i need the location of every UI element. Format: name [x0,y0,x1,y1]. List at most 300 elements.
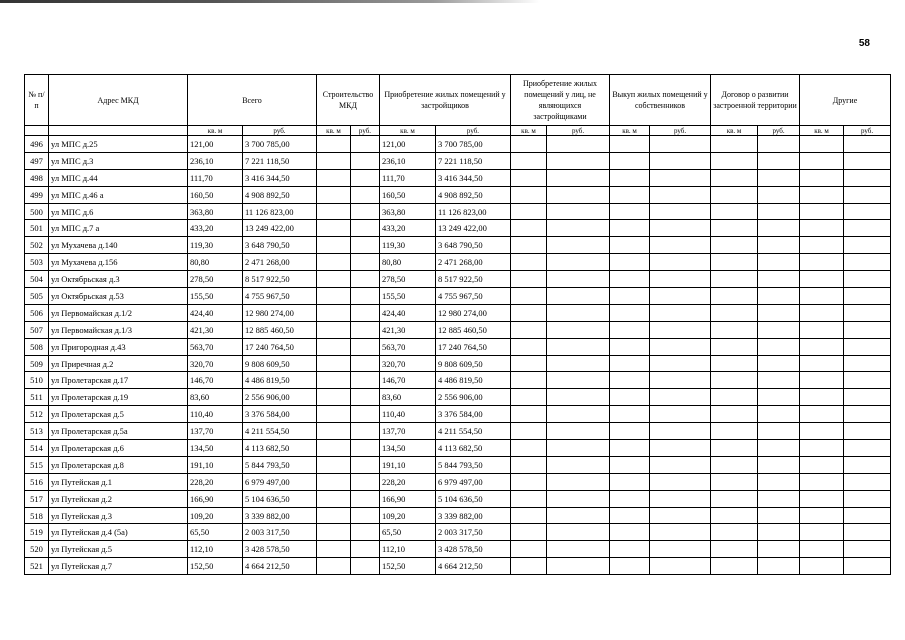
row-developers-sqm: 191,10 [380,456,436,473]
row-construction-sqm [317,338,351,355]
row-construction-sqm [317,372,351,389]
row-empty-cell [711,254,758,271]
row-construction-sqm [317,271,351,288]
row-construction-rub [351,389,380,406]
row-developers-rub: 4 113 682,50 [436,440,511,457]
row-empty-cell [650,490,711,507]
row-empty-cell [511,136,547,153]
row-empty-cell [650,473,711,490]
row-construction-rub [351,220,380,237]
row-empty-cell [844,355,891,372]
header-num: № п/п [25,75,49,126]
row-empty-cell [511,423,547,440]
row-empty-cell [547,456,610,473]
row-empty-cell [844,220,891,237]
row-empty-cell [711,490,758,507]
row-address: ул Путейская д.3 [49,507,188,524]
row-construction-sqm [317,220,351,237]
row-developers-rub: 4 486 819,50 [436,372,511,389]
row-address: ул Путейская д.4 (5а) [49,524,188,541]
row-construction-rub [351,558,380,575]
row-empty-cell [547,338,610,355]
table-row [25,169,891,186]
row-empty-cell [711,524,758,541]
row-developers-rub: 2 556 906,00 [436,389,511,406]
row-construction-rub [351,304,380,321]
row-construction-sqm [317,321,351,338]
row-total-rub: 8 517 922,50 [243,271,317,288]
row-number: 504 [25,271,49,288]
row-total-rub: 12 885 460,50 [243,321,317,338]
row-developers-rub: 12 980 274,00 [436,304,511,321]
table-row [25,136,891,153]
row-address: ул МПС д.6 [49,203,188,220]
row-empty-cell [650,406,711,423]
row-developers-rub: 4 908 892,50 [436,186,511,203]
row-empty-cell [800,254,844,271]
row-empty-cell [610,473,650,490]
row-empty-cell [800,288,844,305]
row-total-rub: 4 211 554,50 [243,423,317,440]
row-number: 503 [25,254,49,271]
row-developers-sqm: 110,40 [380,406,436,423]
row-empty-cell [844,152,891,169]
table-row [25,288,891,305]
header-development-contract: Договор о развитии застроенной территории [711,75,800,126]
row-developers-sqm: 111,70 [380,169,436,186]
row-empty-cell [547,220,610,237]
row-number: 513 [25,423,49,440]
row-empty-cell [511,456,547,473]
row-address: ул Пролетарская д.17 [49,372,188,389]
row-total-rub: 4 908 892,50 [243,186,317,203]
row-empty-cell [758,490,800,507]
row-empty-cell [511,304,547,321]
row-empty-cell [547,254,610,271]
row-developers-rub: 3 376 584,00 [436,406,511,423]
row-empty-cell [547,440,610,457]
row-developers-rub: 7 221 118,50 [436,152,511,169]
row-total-sqm: 563,70 [188,338,243,355]
row-empty-cell [650,304,711,321]
row-developers-sqm: 320,70 [380,355,436,372]
unit-sqm: кв. м [800,126,844,136]
row-empty-cell [610,490,650,507]
row-construction-sqm [317,541,351,558]
row-empty-cell [650,338,711,355]
row-number: 517 [25,490,49,507]
row-empty-cell [758,541,800,558]
row-number: 506 [25,304,49,321]
row-empty-cell [511,372,547,389]
row-empty-cell [711,288,758,305]
row-total-rub: 13 249 422,00 [243,220,317,237]
row-empty-cell [610,254,650,271]
row-empty-cell [711,456,758,473]
row-construction-sqm [317,237,351,254]
row-empty-cell [800,136,844,153]
row-total-sqm: 137,70 [188,423,243,440]
row-address: ул Первомайская д.1/3 [49,321,188,338]
row-empty-cell [758,186,800,203]
row-total-sqm: 363,80 [188,203,243,220]
row-developers-sqm: 155,50 [380,288,436,305]
row-total-rub: 2 003 317,50 [243,524,317,541]
row-empty-cell [547,473,610,490]
row-empty-cell [711,372,758,389]
row-developers-sqm: 363,80 [380,203,436,220]
row-empty-cell [800,271,844,288]
row-empty-cell [844,389,891,406]
row-number: 502 [25,237,49,254]
row-empty-cell [610,271,650,288]
row-empty-cell [511,389,547,406]
row-developers-rub: 3 700 785,00 [436,136,511,153]
row-address: ул МПС д.44 [49,169,188,186]
row-total-rub: 2 556 906,00 [243,389,317,406]
row-empty-cell [547,321,610,338]
row-empty-cell [650,186,711,203]
row-empty-cell [610,406,650,423]
table-row [25,271,891,288]
row-total-rub: 5 104 636,50 [243,490,317,507]
row-empty-cell [711,541,758,558]
row-number: 512 [25,406,49,423]
unit-cell-empty [25,126,49,136]
header-buyout-owners: Выкуп жилых помещений у собственников [610,75,711,126]
row-number: 497 [25,152,49,169]
row-empty-cell [711,220,758,237]
resettlement-table [24,74,891,575]
row-address: ул Путейская д.1 [49,473,188,490]
row-empty-cell [711,321,758,338]
row-empty-cell [711,558,758,575]
row-empty-cell [844,271,891,288]
row-empty-cell [511,490,547,507]
row-total-rub: 11 126 823,00 [243,203,317,220]
row-empty-cell [511,541,547,558]
row-total-sqm: 160,50 [188,186,243,203]
row-empty-cell [547,237,610,254]
row-empty-cell [844,186,891,203]
row-developers-sqm: 228,20 [380,473,436,490]
row-developers-rub: 4 664 212,50 [436,558,511,575]
row-empty-cell [650,456,711,473]
row-total-sqm: 109,20 [188,507,243,524]
row-empty-cell [711,473,758,490]
row-construction-rub [351,406,380,423]
row-construction-rub [351,321,380,338]
row-empty-cell [547,389,610,406]
row-empty-cell [711,389,758,406]
row-total-rub: 3 648 790,50 [243,237,317,254]
table-row [25,220,891,237]
row-developers-sqm: 134,50 [380,440,436,457]
row-developers-rub: 2 003 317,50 [436,524,511,541]
row-developers-rub: 2 471 268,00 [436,254,511,271]
row-empty-cell [610,288,650,305]
row-total-rub: 3 376 584,00 [243,406,317,423]
row-number: 500 [25,203,49,220]
row-empty-cell [547,524,610,541]
row-total-rub: 3 428 578,50 [243,541,317,558]
row-empty-cell [547,355,610,372]
row-empty-cell [547,541,610,558]
row-number: 521 [25,558,49,575]
row-empty-cell [758,271,800,288]
row-empty-cell [650,254,711,271]
row-empty-cell [511,473,547,490]
row-total-rub: 4 113 682,50 [243,440,317,457]
unit-sqm: кв. м [317,126,351,136]
row-total-sqm: 146,70 [188,372,243,389]
row-empty-cell [511,169,547,186]
row-construction-sqm [317,558,351,575]
row-empty-cell [800,237,844,254]
unit-rub: руб. [547,126,610,136]
row-empty-cell [511,338,547,355]
row-total-sqm: 166,90 [188,490,243,507]
row-number: 510 [25,372,49,389]
row-number: 516 [25,473,49,490]
row-construction-rub [351,254,380,271]
row-empty-cell [511,203,547,220]
row-empty-cell [758,288,800,305]
row-developers-sqm: 137,70 [380,423,436,440]
table-row [25,473,891,490]
row-number: 509 [25,355,49,372]
row-total-rub: 3 700 785,00 [243,136,317,153]
table-row [25,440,891,457]
row-construction-rub [351,423,380,440]
row-construction-rub [351,338,380,355]
row-empty-cell [610,524,650,541]
row-developers-sqm: 119,30 [380,237,436,254]
row-empty-cell [711,271,758,288]
row-construction-sqm [317,186,351,203]
row-total-sqm: 80,80 [188,254,243,271]
row-empty-cell [610,389,650,406]
row-total-rub: 12 980 274,00 [243,304,317,321]
units-row [25,126,891,136]
row-construction-sqm [317,456,351,473]
row-construction-rub [351,152,380,169]
row-address: ул Мухачева д.156 [49,254,188,271]
table-row [25,456,891,473]
row-construction-sqm [317,304,351,321]
row-empty-cell [547,304,610,321]
row-empty-cell [711,406,758,423]
row-empty-cell [844,254,891,271]
row-empty-cell [800,440,844,457]
row-address: ул Октябрьская д.3 [49,271,188,288]
row-empty-cell [758,440,800,457]
row-empty-cell [758,423,800,440]
header-other: Другие [800,75,891,126]
row-developers-sqm: 424,40 [380,304,436,321]
row-empty-cell [800,423,844,440]
row-empty-cell [758,304,800,321]
row-empty-cell [800,456,844,473]
row-construction-rub [351,507,380,524]
row-address: ул Пригородная д.43 [49,338,188,355]
row-empty-cell [610,372,650,389]
row-empty-cell [844,456,891,473]
row-empty-cell [650,423,711,440]
row-empty-cell [758,220,800,237]
table-row [25,338,891,355]
row-empty-cell [800,490,844,507]
row-empty-cell [758,136,800,153]
row-construction-sqm [317,355,351,372]
row-construction-sqm [317,389,351,406]
row-total-sqm: 112,10 [188,541,243,558]
row-empty-cell [758,456,800,473]
row-empty-cell [547,507,610,524]
row-empty-cell [844,321,891,338]
row-developers-sqm: 563,70 [380,338,436,355]
row-empty-cell [711,423,758,440]
row-empty-cell [511,186,547,203]
row-empty-cell [547,271,610,288]
row-number: 498 [25,169,49,186]
row-empty-cell [547,203,610,220]
row-total-rub: 2 471 268,00 [243,254,317,271]
table-row [25,524,891,541]
row-address: ул Путейская д.7 [49,558,188,575]
row-address: ул Пролетарская д.5а [49,423,188,440]
row-empty-cell [650,355,711,372]
row-developers-sqm: 146,70 [380,372,436,389]
header-purchase-non-developers: Приобретение жилых помещений у лиц, не являющихся застройщиками [511,75,610,126]
row-empty-cell [844,203,891,220]
row-empty-cell [511,440,547,457]
table-row [25,152,891,169]
row-number: 505 [25,288,49,305]
row-empty-cell [758,203,800,220]
row-address: ул Пролетарская д.8 [49,456,188,473]
row-developers-rub: 4 755 967,50 [436,288,511,305]
row-construction-sqm [317,152,351,169]
row-total-sqm: 119,30 [188,237,243,254]
row-empty-cell [800,355,844,372]
row-construction-rub [351,440,380,457]
row-total-sqm: 236,10 [188,152,243,169]
row-address: ул МПС д.7 а [49,220,188,237]
row-construction-rub [351,288,380,305]
row-empty-cell [511,355,547,372]
row-developers-sqm: 421,30 [380,321,436,338]
row-construction-rub [351,186,380,203]
row-empty-cell [711,203,758,220]
row-empty-cell [711,304,758,321]
row-empty-cell [800,338,844,355]
row-construction-sqm [317,288,351,305]
row-total-sqm: 278,50 [188,271,243,288]
row-empty-cell [758,372,800,389]
row-empty-cell [711,169,758,186]
row-empty-cell [650,220,711,237]
row-empty-cell [758,558,800,575]
row-construction-sqm [317,423,351,440]
row-address: ул Пролетарская д.5 [49,406,188,423]
row-total-sqm: 433,20 [188,220,243,237]
row-empty-cell [844,541,891,558]
row-developers-rub: 3 428 578,50 [436,541,511,558]
row-developers-rub: 3 339 882,00 [436,507,511,524]
header-row [25,75,891,126]
row-developers-sqm: 152,50 [380,558,436,575]
row-empty-cell [844,524,891,541]
row-empty-cell [511,524,547,541]
row-developers-rub: 12 885 460,50 [436,321,511,338]
row-address: ул Приречная д.2 [49,355,188,372]
row-total-sqm: 421,30 [188,321,243,338]
row-construction-sqm [317,490,351,507]
row-empty-cell [650,152,711,169]
row-developers-sqm: 80,80 [380,254,436,271]
row-address: ул Путейская д.2 [49,490,188,507]
unit-sqm: кв. м [511,126,547,136]
row-empty-cell [800,186,844,203]
row-empty-cell [844,558,891,575]
row-empty-cell [800,406,844,423]
row-empty-cell [547,406,610,423]
row-empty-cell [650,372,711,389]
table-row [25,254,891,271]
row-developers-sqm: 278,50 [380,271,436,288]
row-total-sqm: 424,40 [188,304,243,321]
row-empty-cell [758,237,800,254]
row-empty-cell [800,558,844,575]
row-empty-cell [800,304,844,321]
row-address: ул Октябрьская д.53 [49,288,188,305]
row-construction-sqm [317,254,351,271]
row-empty-cell [511,237,547,254]
table-row [25,186,891,203]
row-empty-cell [547,152,610,169]
table-row [25,389,891,406]
row-empty-cell [547,288,610,305]
row-construction-sqm [317,473,351,490]
row-empty-cell [511,406,547,423]
row-empty-cell [650,136,711,153]
row-empty-cell [800,541,844,558]
row-empty-cell [547,372,610,389]
page-number: 58 [858,38,870,49]
row-construction-rub [351,136,380,153]
row-empty-cell [547,558,610,575]
row-total-sqm: 228,20 [188,473,243,490]
row-number: 499 [25,186,49,203]
row-total-sqm: 121,00 [188,136,243,153]
row-empty-cell [758,338,800,355]
row-empty-cell [758,254,800,271]
row-empty-cell [610,169,650,186]
table-row [25,490,891,507]
row-construction-rub [351,490,380,507]
row-total-rub: 3 339 882,00 [243,507,317,524]
row-empty-cell [844,406,891,423]
row-construction-sqm [317,406,351,423]
row-developers-rub: 6 979 497,00 [436,473,511,490]
row-total-sqm: 191,10 [188,456,243,473]
row-total-rub: 5 844 793,50 [243,456,317,473]
row-empty-cell [610,136,650,153]
row-empty-cell [800,507,844,524]
row-construction-rub [351,271,380,288]
row-developers-sqm: 160,50 [380,186,436,203]
